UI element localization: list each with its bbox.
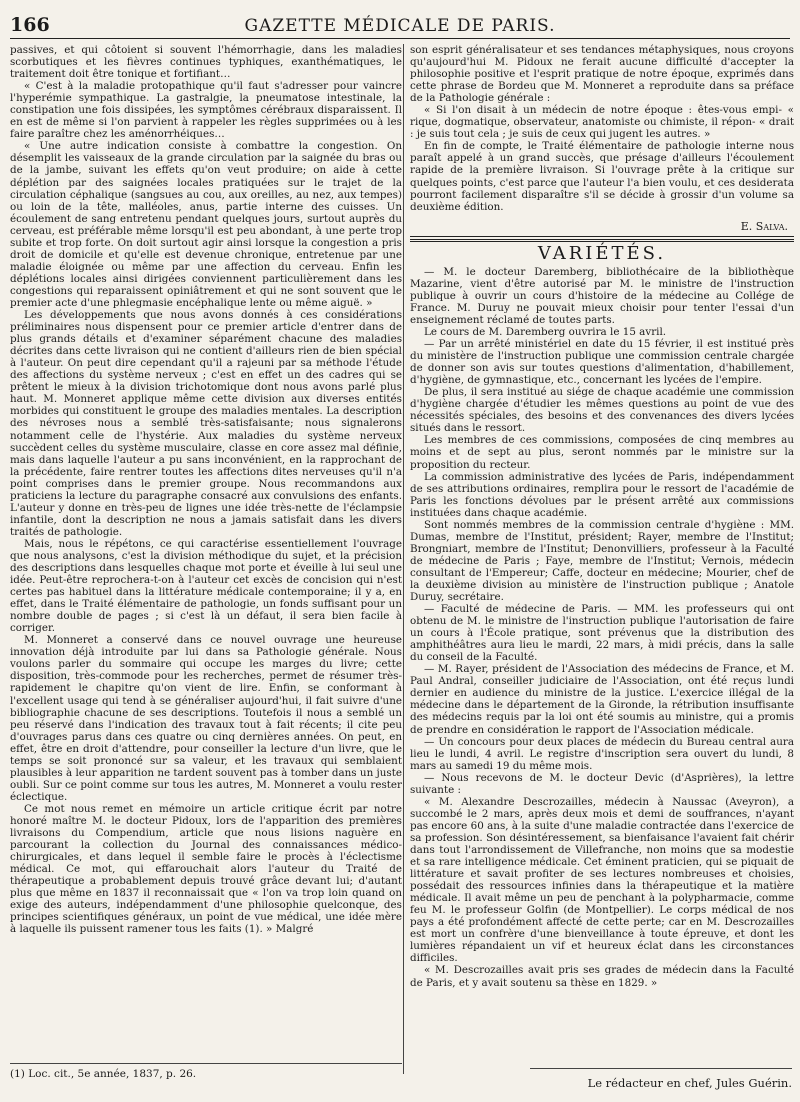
- footnote: (1) Loc. cit., 5e année, 1837, p. 26.: [10, 1068, 197, 1080]
- news-item: La commission administrative des lycées de Paris, indépendamment de ses attributions ordinaires, remplira pour le ressort de l'académie de Paris les fonctions dévolues par le présent arrêté aux commissions instituées dans chaque académie.: [410, 470, 794, 519]
- section-title: VARIÉTÉS.: [537, 242, 667, 264]
- paragraph: Ce mot nous remet en mémoire un article critique écrit par notre honoré maître M. le docteur Pidoux, lors de l'apparition des premières livraisons du Compendium, article que nous lisions naguère en parcourant la collection du Journal des connaissances médico-chirurgicales, et dans lequel il semble faire le procès à l'éclectisme médical. Ce mot, qui effarouchait alors l'auteur du Traité de thérapeutique a probablement depuis trouvé grâce devant lui; d'autant plus que même en 1837 il reconnaissait que « l'on va trop loin quand on exige des auteurs, indépendamment d'une philosophie quelconque, des principes scientifiques généraux, un point de vue médical, une idée mère à laquelle ils puissent ramener tous les faits (1). » Malgré: [10, 802, 402, 936]
- paragraph: son esprit généralisateur et ses tendances métaphysiques, nous croyons qu'aujourd'hui M. Pidoux ne ferait aucune difficulté d'accepter la philosophie positive et l'esprit pratique de notre époque, exprimés dans cette phrase de Bordeu que M. Monneret a reproduite dans sa préface de la Pathologie générale :: [410, 44, 794, 105]
- column-divider: [403, 44, 404, 1074]
- quote-paragraph: « Si l'on disait à un médecin de notre époque : êtes-vous empi- « rique, dogmatique, observateur, anatomiste ou chimiste, il répon- « drait : je suis tout cela ; je suis de ceux qui jugent les autres. »: [410, 104, 794, 141]
- paragraph: Les développements que nous avons donnés à ces considérations préliminaires nous dispensent pour ce premier article d'entrer dans de plus grands détails et d'examiner séparément chacune des maladies décrites dans cette livraison qui ne contient d'ailleurs rien de bien spécial à l'auteur. On peut dire cependant qu'il a rajeuni par sa méthode l'étude des affections du système nerveux ; c'est en effet un des cadres qui se prêtent le mieux à la division trichotomique dont nous avons parlé plus haut. M. Monneret applique même cette division aux diverses entités morbides qui constituent le groupe des maladies mentales. La description des névroses nous a semblé très-satisfaisante; nous signalerons notamment celle de l'hystérie. Aux maladies du système nerveux succèdent celles du système musculaire, classe en core assez mal définie, mais dans laquelle l'auteur a pu sans inconvénient, en la rapprochant de la précédente, faire rentrer toutes les affections dites nerveuses qu'il n'a point comprises dans le premier groupe. Nous recommandons aux praticiens la lecture du paragraphe consacré aux convulsions des enfants. L'auteur y donne en très-peu de lignes une idée très-nette de l'éclampsie infantile, dont la description ne nous a jamais satisfait dans les divers traités de pathologie.: [10, 309, 402, 538]
- paragraph: passives, et qui côtoient si souvent l'hémorrhagie, dans les maladies scorbutiques et les fièvres continues typhiques, exanthématiques, le traitement doit être tonique et fortifiant…: [10, 44, 402, 81]
- right-column: [410, 44, 794, 1092]
- news-item: — Nous recevons de M. le docteur Devic (d'Asprières), la lettre suivante :: [410, 771, 794, 796]
- news-item: « M. Descrozailles avait pris ses grades de médecin dans la Faculté de Paris, et y avait soutenu sa thèse en 1829. »: [410, 964, 794, 989]
- paragraph: M. Monneret a conservé dans ce nouvel ouvrage une heureuse innovation déjà introduite par lui dans sa Pathologie générale. Nous voulons parler du sommaire qui occupe les marges du livre; cette disposition, très-commode pour les recherches, permet de résumer très-rapidement le chapitre qu'on vient de lire. Enfin, se conformant à l'excellent usage qui tend à se généraliser aujourd'hui, il fait suivre d'une bibliographie chacune de ses descriptions. Toutefois il nous a semblé un peu réservé dans l'indication des travaux tout à fait récents; il cite peu d'ouvrages parus dans ces quatre ou cinq dernières années. On peut, en effet, être en droit d'attendre, pour conseiller la lecture d'un livre, que le temps se soit prononcé sur sa valeur, et les travaux qui semblaient plausibles à leur apparition ne tardent souvent pas à tomber dans un juste oubli. Sur ce point comme sur tous les autres, M. Monneret a voulu rester éclectique.: [10, 634, 402, 803]
- editor-line: Le rédacteur en chef, Jules Guérin.: [587, 1076, 792, 1090]
- section-double-rule: [410, 239, 794, 242]
- paragraph: « C'est à la maladie protopathique qu'il faut s'adresser pour vaincre l'hyperémie sympathique. La gastralgie, la pneumatose intestinale, la constipation une fois dissipées, les symptômes cérébraux disparaissent. Il en est de même si l'on parvient à rappeler les règles supprimées ou à les faire paraître chez les aménorrhéiques…: [10, 80, 402, 141]
- paragraph: « Une autre indication consiste à combattre la congestion. On désemplit les vaisseaux de la grande circulation par la saignée du bras ou de la jambe, suivant les effets qu'on veut produire; on aide à cette déplétion par des saignées locales pratiquées sur le trajet de la circulation céphalique (sangsues au cou, aux oreilles, au nez, aux tempes) ou loin de la tête, malléoles, anus, partie interne des cuisses. Un écoulement de sang entretenu pendant quelques jours, surtout auprès du cerveau, est préférable même lorsqu'il est peu abondant, à une perte trop subite et trop forte. On doit surtout agir ainsi lorsque la congestion a pris droit de domicile et qu'elle est devenue chronique, entretenue par une maladie éloignée ou même par une affection du cerveau. Enfin les déplétions locales ainsi dirigées conviennent particulièrement dans les congestions qui reparaissent opiniâtrement et qui ne sont souvent que le premier acte d'une phlegmasie encéphalique lente ou même aiguë. »: [10, 140, 402, 309]
- news-item: « M. Alexandre Descrozailles, médecin à Naussac (Aveyron), a succombé le 2 mars, après deux mois et demi de souffrances, n'ayant pas encore 60 ans, à la suite d'une maladie contractée dans l'exercice de sa profession. Son désintéressement, sa bienfaisance l'avaient fait chérir dans tout l'arrondissement de Villefranche, non moins que sa modestie et sa rare intelligence médicale. Cet éminent praticien, qui se piquait de littérature et savait profiter de ses lectures nombreuses et choisies, possédait des ressources infinies dans la thérapeutique et la matière médicale. Il avait même un peu de penchant à la polypharmacie, comme feu M. le professeur Golfin (de Montpellier). Le corps médical de nos pays a été profondément affecté de cette perte; car en M. Descrozailles est mort un confrère d'une bienveillance à toute épreuve, et dont les lumières répandaient un vif et heureux éclat dans les circonstances difficiles.: [410, 795, 794, 965]
- page-header: [10, 14, 790, 39]
- news-item: Le cours de M. Daremberg ouvrira le 15 avril.: [424, 325, 667, 338]
- section-rule: [410, 236, 794, 237]
- paragraph: Mais, nous le répétons, ce qui caractérise essentiellement l'ouvrage que nous analysons, c'est la division méthodique du sujet, et la précision des descriptions dans lesquelles chaque mot porte et éveille à lui seul une idée. Peut-être reprochera-t-on à l'auteur cet excès de concision qui n'est certes pas habituel dans la littérature médicale contemporaine; il y a, en effet, dans le Traité élémentaire de pathologie, un fonds suffisant pour un nombre double de pages ; si c'est là un défaut, il sera bien facile à corriger.: [10, 537, 402, 635]
- news-item: — M. Rayer, président de l'Association des médecins de France, et M. Paul Andral, conseiller judiciaire de l'Association, ont été reçus lundi dernier en audience du ministre de la justice. L'exercice illégal de la médecine dans le département de la Gironde, la rétribution insuffisante des médecins requis par la loi ont été soumis au ministre, qui a promis de prendre en considération le rapport de l'Association médicale.: [410, 663, 794, 736]
- news-item: — Faculté de médecine de Paris. — MM. les professeurs qui ont obtenu de M. le ministre de l'instruction publique l'autorisation de faire un cours à l'École pratique, sont prévenus que la distribution des amphithéâtres aura lieu le mardi, 22 mars, à midi précis, dans la salle du conseil de la Faculté.: [410, 603, 794, 664]
- news-item: Les membres de ces commissions, composées de cinq membres au moins et de sept au plus, seront nommés par le ministre sur la proposition du recteur.: [410, 434, 794, 471]
- editor-rule: [530, 1068, 792, 1069]
- news-item: — Par un arrêté ministériel en date du 15 février, il est institué près du ministère de l'instruction publique une commission centrale chargée de donner son avis sur toutes questions d'alimentation, d'habillement, d'hygiène, de gymnastique, etc., concernant les lycées de l'empire.: [410, 338, 794, 387]
- news-item: Sont nommés membres de la commission centrale d'hygiène : MM. Dumas, membre de l'Institut, président; Rayer, membre de l'Institut; Brongniart, membre de l'Institut; Denonvilliers, professeur à la Faculté de médecine de Paris ; Faye, membre de l'Institut; Vernois, médecin consultant de l'Empereur; Caffe, docteur en médecine; Mourier, chef de la deuxième division au ministère de l'instruction publique ; Anatole Duruy, secrétaire.: [410, 518, 794, 604]
- footnote-rule: [10, 1063, 402, 1064]
- article-signature: E. Salva.: [740, 219, 788, 233]
- news-item: — M. le docteur Daremberg, bibliothécaire de la bibliothèque Mazarine, vient d'être autorisé par M. le ministre de l'instruction publique à ouvrir un cours d'histoire de la médecine au Collége de France. M. Duruy ne pouvait mieux choisir pour tenter l'essai d'un enseignement réclamé de toutes parts.: [410, 265, 794, 326]
- journal-title: GAZETTE MÉDICALE DE PARIS.: [244, 16, 556, 36]
- news-item: — Un concours pour deux places de médecin du Bureau central aura lieu le lundi, 4 avril. Le registre d'inscription sera ouvert du lundi, 8 mars au samedi 19 du même mois.: [410, 735, 794, 772]
- page-number: 166: [10, 14, 50, 36]
- news-item: De plus, il sera institué au siége de chaque académie une commission d'hygiène chargée d'étudier les mêmes questions au point de vue des nécessités spéciales, des besoins et des convenances des divers lycées situés dans le ressort.: [410, 386, 794, 435]
- left-column: [10, 44, 402, 1060]
- paragraph: En fin de compte, le Traité élémentaire de pathologie interne nous paraît appelé à un grand succès, que présage d'ailleurs l'écoulement rapide de la première livraison. Si l'ouvrage prête à la critique sur quelques points, c'est parce que l'auteur l'a bien voulu, et ces desiderata pourront facilement disparaître s'il se décide à grossir d'un volume sa deuxième édition.: [410, 140, 794, 213]
